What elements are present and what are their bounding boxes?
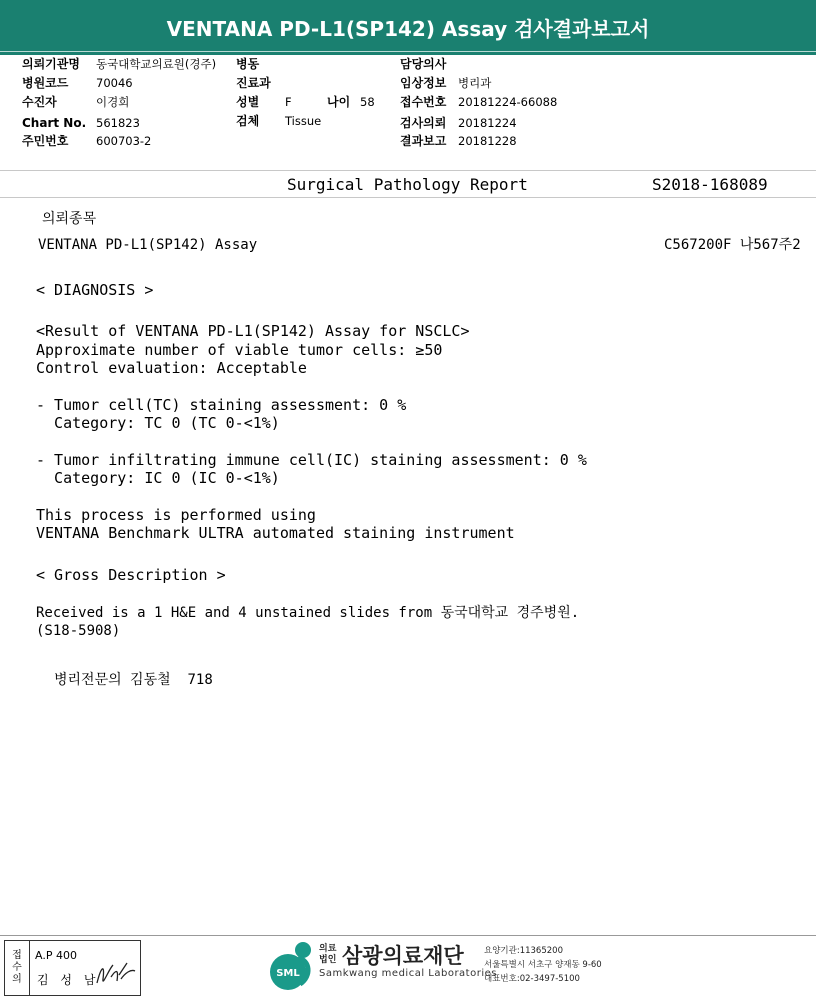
report-number: S2018-168089 xyxy=(652,175,768,194)
info-value-age: 58 xyxy=(360,95,375,109)
org-name: 삼광의료재단 xyxy=(342,944,464,968)
info-value-chart-no: 561823 xyxy=(96,116,140,130)
header-divider-bottom xyxy=(0,197,816,198)
info-label-chart-no: Chart No. xyxy=(22,116,87,130)
info-value-receipt-no: 20181224-66088 xyxy=(458,95,558,109)
info-value-clinical-info: 병리과 xyxy=(458,76,492,90)
logo-text: SML xyxy=(276,968,300,979)
header-divider-top xyxy=(0,170,816,171)
org-type-line: 의료 xyxy=(319,944,337,954)
info-value-request-date: 20181224 xyxy=(458,116,517,130)
tc-category: Category: TC 0 (TC 0-<1%) xyxy=(36,414,280,432)
gross-heading: < Gross Description > xyxy=(36,566,226,584)
process-note-1: This process is performed using xyxy=(36,506,316,524)
info-label-report-date: 결과보고 xyxy=(400,134,447,148)
info-value-patient: 이경희 xyxy=(96,95,130,109)
ic-category: Category: IC 0 (IC 0-<1%) xyxy=(36,469,280,487)
info-label-receipt-no: 접수번호 xyxy=(400,95,447,109)
info-label-clinical-info: 임상정보 xyxy=(400,76,447,90)
org-english-name: Samkwang medical Laboratories xyxy=(319,968,497,979)
patient-info-block xyxy=(0,52,816,150)
footer-divider xyxy=(0,935,816,936)
info-value-resident-no: 600703-2 xyxy=(96,134,152,148)
report-type: Surgical Pathology Report xyxy=(287,175,528,194)
ic-assessment: - Tumor infiltrating immune cell(IC) staining assessment: 0 % xyxy=(36,451,587,469)
gross-description: Received is a 1 H&E and 4 unstained slides from 동국대학교 경주병원. xyxy=(36,605,580,621)
info-value-institution: 동국대학교의료원(경주) xyxy=(96,57,217,71)
org-type xyxy=(319,944,336,966)
info-label-doctor: 담당의사 xyxy=(400,57,447,71)
diagnosis-heading: < DIAGNOSIS > xyxy=(36,281,154,299)
org-contact xyxy=(484,944,602,986)
stamp-side-label xyxy=(5,941,30,995)
test-code: C567200F 나567주2 xyxy=(664,237,801,253)
signature-icon xyxy=(93,957,139,991)
result-heading: <Result of VENTANA PD-L1(SP142) Assay for NSCLC> xyxy=(36,322,470,340)
requested-test-label: 의뢰종목 xyxy=(42,211,97,227)
info-label-sex: 성별 xyxy=(236,95,260,109)
info-label-resident-no: 주민번호 xyxy=(22,134,69,148)
viable-tumor-cells: Approximate number of viable tumor cells: ≥50 xyxy=(36,341,443,359)
info-label-institution: 의뢰기관명 xyxy=(22,57,80,71)
stamp-name: 김 성 남 xyxy=(37,973,100,987)
test-name: VENTANA PD-L1(SP142) Assay xyxy=(38,237,258,253)
pathologist-signature: 병리전문의 김동철 718 xyxy=(54,672,213,688)
info-value-specimen: Tissue xyxy=(285,114,322,128)
gross-case-number: (S18-5908) xyxy=(36,623,121,639)
info-label-hospital-code: 병원코드 xyxy=(22,76,69,90)
stamp-side-char: 접 xyxy=(12,950,22,961)
info-label-department: 진료과 xyxy=(236,76,271,90)
info-value-report-date: 20181228 xyxy=(458,134,517,148)
info-label-request-date: 검사의뢰 xyxy=(400,116,447,130)
tc-assessment: - Tumor cell(TC) staining assessment: 0 % xyxy=(36,396,407,414)
report-title-bar xyxy=(0,0,816,55)
control-evaluation: Control evaluation: Acceptable xyxy=(36,359,307,377)
info-label-ward: 병동 xyxy=(236,57,260,71)
stamp-side-char: 수 xyxy=(12,962,22,973)
info-value-hospital-code: 70046 xyxy=(96,76,133,90)
stamp-code: A.P 400 xyxy=(35,949,77,962)
stamp-side-char: 의 xyxy=(12,974,22,985)
org-type-line: 법인 xyxy=(319,955,337,965)
receipt-stamp xyxy=(4,940,141,996)
info-value-sex: F xyxy=(285,95,292,109)
report-title: VENTANA PD-L1(SP142) Assay 검사결과보고서 xyxy=(166,17,650,41)
org-institution-code: 요양기관:11365200 xyxy=(484,946,563,956)
sml-logo-icon xyxy=(268,940,318,992)
org-address: 서울특별시 서초구 양재동 9-60 xyxy=(484,960,602,970)
info-label-age: 나이 xyxy=(327,95,351,109)
info-label-patient: 수진자 xyxy=(22,95,57,109)
org-phone: 대표번호:02-3497-5100 xyxy=(484,974,580,984)
process-note-2: VENTANA Benchmark ULTRA automated staining instrument xyxy=(36,524,515,542)
info-label-specimen: 검체 xyxy=(236,114,260,128)
